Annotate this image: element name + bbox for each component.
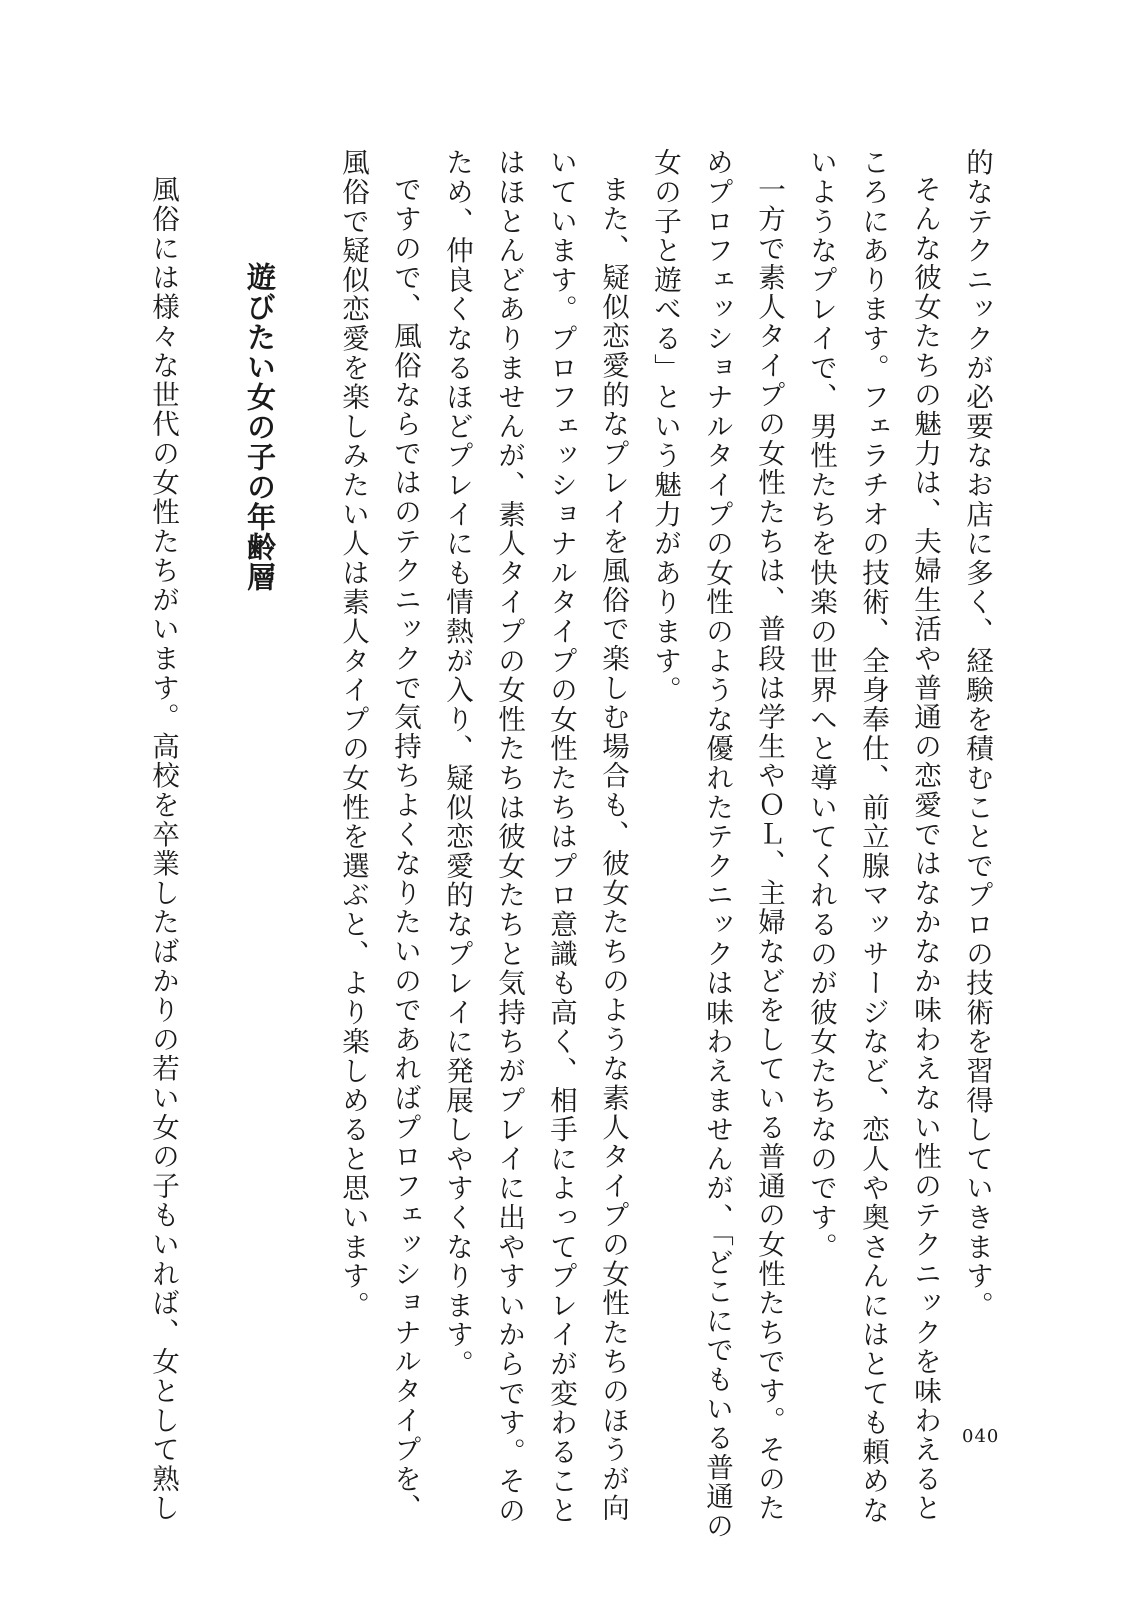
page-number: 040 (962, 1426, 1000, 1447)
body-text-column: また、疑似恋愛的なプレイを風俗で楽しむ場合も、彼女たちのような素人タイプの女性たちのほうが向 (597, 175, 629, 1523)
body-text-column: 的なテクニックが必要なお店に多く、経験を積むことでプロの技術を習得していきます。 (961, 148, 993, 1320)
body-text-column: 一方で素人タイプの女性たちは、普段は学生やＯＬ、主婦などをしている普通の女性たちです。そのた (753, 175, 785, 1523)
body-text-column: いています。プロフェッショナルタイプの女性たちはプロ意識も高く、相手によってプレイが変わること (545, 148, 577, 1526)
body-text-column: 女の子と遊べる」という魅力があります。 (649, 148, 681, 705)
section-body-column: 風俗には様々な世代の女性たちがいます。高校を卒業したばかりの若い女の子もいれば、女として熟し (147, 175, 179, 1523)
body-text-column: はほとんどありませんが、素人タイプの女性たちは彼女たちと気持ちがプレイに出やすいからです。その (493, 148, 525, 1526)
body-text-column: ため、仲良くなるほどプレイにも情熱が入り、疑似恋愛的なプレイに発展しやすくなります。 (441, 148, 473, 1379)
section-heading: 遊びたい女の子の年齢層 (243, 262, 277, 592)
body-text-column: ころにあります。フェラチオの技術、全身奉仕、前立腺マッサージなど、恋人や奥さんにはとても頼めな (857, 148, 889, 1526)
body-text-column: ですので、風俗ならではのテクニックで気持ちよくなりたいのであればプロフェッショナルタイプを、 (389, 175, 421, 1523)
body-text-column: そんな彼女たちの魅力は、夫婦生活や普通の恋愛ではなかなか味わえない性のテクニックを味わえると (909, 175, 941, 1523)
body-text-column: いようなプレイで、男性たちを快楽の世界へと導いてくれるのが彼女たちなのです。 (805, 148, 837, 1262)
body-text-column: 風俗で疑似恋愛を楽しみたい人は素人タイプの女性を選ぶと、より楽しめると思います。 (337, 148, 369, 1320)
body-text-column: めプロフェッショナルタイプの女性のような優れたテクニックは味わえませんが、「どこにでもいる普通の (701, 148, 733, 1541)
